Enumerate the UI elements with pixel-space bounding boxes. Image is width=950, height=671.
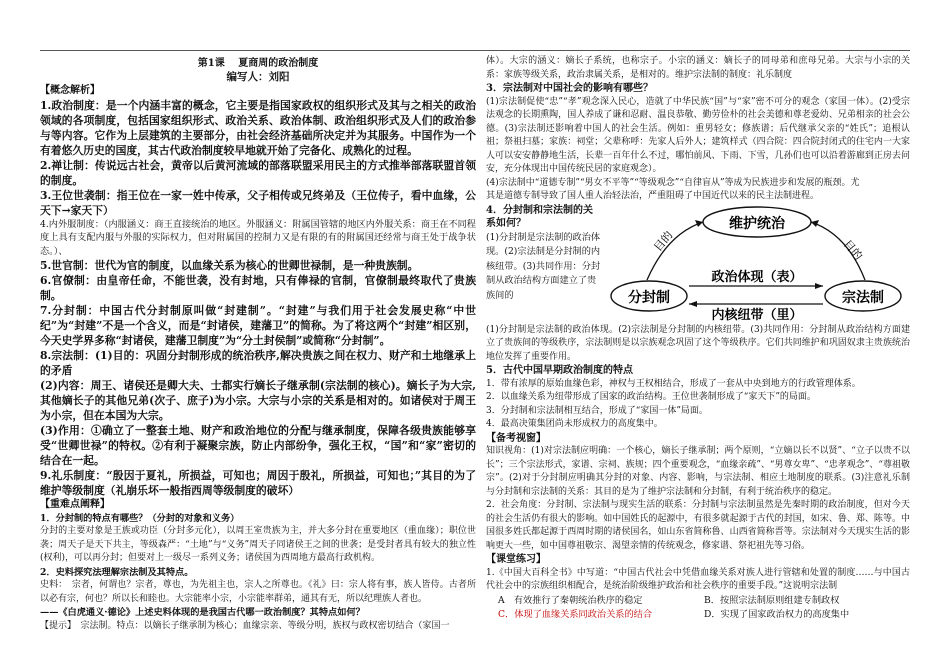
diagram-arrow-right-label: 目的 — [840, 237, 865, 263]
exam-tip-knowledge: 知识视角：(1)对宗法制应明确：一个核心，嫡长子继承制；两个原则，“立嫡以长不以贤”、“立子以贵不以长”；三个宗法形式，家谱、宗祠、族规；四个重要观念，“血缘亲疏”、“男尊女卑”、“忠孝观念”、“尊祖敬宗”。(2)对于分封制应明确其分封的对象、内容、影响，与宗法制、相应土地制度的联系。(3)注意礼乐制与分封制和宗法制的关系：其目的是为了维护宗法制和分封制，有利于统治秩序的稳定。 — [486, 446, 910, 497]
concept-8-effect: (3)作用：①确立了一整套土地、财产和政治地位的分配与继承制度，保障各级贵族能够享受“世卿世禄”的特权。②有利于凝聚宗族，防止内部纷争，强化王权，“国”和“家”密切的结合在一起。 — [40, 424, 476, 467]
concept-8: 8.宗法制：(1)目的：巩固分封制形成的统治秩序,解决贵族之间在权力、财产和土地继承上的矛盾 — [40, 349, 476, 377]
key-source-text: 史料： 宗者，何谓也？宗者，尊也，为先祖主也，宗人之所尊也。《礼》曰：宗人将有事，族人皆侍。古者所以必有宗，何也？所以长和睦也。大宗能率小宗，小宗能率群弟，通其有无，所以纪理族人者也。 — [40, 580, 476, 604]
q4-answer-start: (1)分封制是宗法制的政治体现。(2)宗法制是分封制的内核纽带。(3)共同作用：分封制从政治结构方面建立了贵族间的 — [486, 231, 601, 301]
question-3: 3．宗法制对中国社会的影响有哪些？ — [486, 83, 653, 94]
diagram-left-label: 分封制 — [628, 290, 670, 306]
relation-section — [486, 204, 910, 324]
exam-tips-heading: 【备考视窗】 — [486, 432, 546, 444]
key-points-heading: 【重难点阐释】 — [40, 499, 110, 510]
diagram-bottom-label: 内核纽带（里） — [711, 306, 803, 322]
author-line: 编写人：刘阳 — [226, 71, 290, 83]
concept-6: 6.官僚制：由皇帝任命，不能世袭，没有封地，只有俸禄的官制，官僚制最终取代了贵族制。 — [40, 274, 476, 302]
q3-item-1: (1)宗法制促使“忠”“孝”观念深入民心，造就了中华民族“国”与“家”密不可分的观念（家国一体）。(2)受宗法观念的长期熏陶，国人养成了谦和忍耐、温良恭敬、勤劳俭朴的社会美德和尊老爱幼、兄弟相亲的社会公德。(3)宗法制还影响着中国人的社会生活。例如：重男轻女；修族谱；后代继承父亲的“姓氏”；追根认祖；祭祖扫墓；家族：祠堂；父辈称呼：先家人后外人；建筑样式（四合院：四合院封闭式的住宅内一大家人可以安安静静地生活，长辈一百年什么不过，哪怕前风、下雨、下雪，几孙们也可以沿着游廊到正房去问安，充分体现出中国传统民居的家庭观念）。 — [486, 96, 910, 174]
diagram-bottom-line-arrowhead — [689, 301, 697, 307]
concept-4: 4.内外服制度：（内服涵义：商王直接统治的地区。外服涵义：附属国管辖的地区内外服关系：商王在不同程度上具有支配内服与外服的实际权力，但对附属国的控制力又是有限的有的附属国还经常与商王处于战争状态。）、 — [40, 218, 476, 257]
concept-3: 3.王位世袭制：指王位在一家一姓中传承，父子相传或兄终弟及（王位传子，看中血缘，公天下→家天下） — [40, 188, 476, 217]
q5-item-4: 4．最高决策集团尚未形成权力的高度集中。 — [486, 419, 663, 429]
option-d[interactable]: D．实现了国家政治权力的高度集中 — [704, 608, 850, 620]
exercise-1-stem: 1.《中国大百科全书》中写道：“中国古代社会中凭借血缘关系对族人进行管辖和处置的制度……与中国古代社会中的宗族组织相配合，是统治阶级维护政治和社会秩序的重要手段。”这说明宗法制 — [486, 567, 910, 591]
diagram-left-arrow — [647, 222, 703, 280]
relation-diagram — [607, 204, 907, 324]
key-question-1: 1．分封制的特点有哪些？（分封的对象和义务） — [40, 512, 240, 524]
exercise-heading: 【课堂练习】 — [486, 554, 546, 565]
right-column — [486, 55, 910, 667]
key-source-question: ——《白虎通义·德论》上述史料体现的是我国古代哪一政治制度？其特点如何？ — [40, 607, 365, 618]
q5-item-2: 2．以血缘关系为纽带形成了国家的政治结构。王位世袭制形成了“家天下”的局面。 — [486, 392, 816, 402]
question-4: 4．分封制和宗法制的关系如何？ — [486, 204, 593, 229]
left-column — [40, 55, 476, 667]
diagram-right-label: 宗法制 — [842, 290, 884, 306]
diagram-top-label: 维护统治 — [729, 216, 785, 232]
concept-heading: 【概念解析】 — [40, 85, 100, 96]
concept-2: 2.禅让制：传说远古社会，黄帝以后黄河流域的部落联盟采用民主的方式推举部落联盟首领的制度。 — [40, 158, 476, 187]
q5-item-1: 1．带有浓厚的原始血缘色彩，神权与王权相结合，形成了一套从中央到地方的行政管理体系。 — [486, 378, 861, 389]
q5-item-3: 3．分封制和宗法制相互结合，形成了“家国一体”局面。 — [486, 405, 708, 416]
continued-text: 体）。大宗的涵义：嫡长子系统，也称宗子。小宗的涵义：嫡长子的同母弟和庶母兄弟。大宗与小宗的关系：家族等级关系，政治隶属关系，是相对的。维护宗法制的制度：礼乐制度 — [486, 56, 910, 80]
header-rule — [40, 50, 910, 51]
key-answer-1: 分封的主要对象是王族或功臣（分封多元化），以周王室贵族为主，并大多分封在重要地区（重血缘）；职位世袭；周天子是天下共主，等级森严：“土地”与“义务”周天子同诸侯王之间的世袭；是受封者具有较大的独立性(权利)，可以再分封；但要对上一级尽一系列义务；诸侯国为西周地方最高行政机构。 — [40, 526, 476, 563]
diagram-top-line-arrowhead — [815, 283, 823, 289]
key-question-2: 2．史料探究法理解宗法制及其特点。 — [40, 566, 194, 578]
concept-1: 1.政治制度：是一个内涵丰富的概念，它主要是指国家政权的组织形式及其与之相关的政治领域的各项制度，包括国家组织形式、政治关系、政治体制、政治组织形式及人们的政治参与等内容。它作为上层建筑的主要部分，由社会经济基础所决定并为其服务。中国作为一个有着悠久历史的国度，其古代政治制度较早地就开始了完备化、成熟化的过程。 — [40, 98, 476, 157]
lesson-title: 第1课 夏商周的政治制度 — [197, 58, 319, 69]
hint-text: 【提示】 宗法制。特点：以嫡长子继承制为核心；血缘宗亲、等级分明，族权与政权密切结合（家国一 — [40, 620, 450, 631]
q3-item-3: 其是道德专制导致了国人重人治轻法治，严重阻碍了中国近代以来的民主法制进程。 — [486, 191, 820, 201]
diagram-left-arrowhead — [695, 220, 703, 227]
concept-9: 9.礼乐制度：“殷因于夏礼，所损益，可知也；周因于殷礼，所损益，可知也；”其目的为了维护等级制度（礼崩乐坏一般指西周等级制度的破坏） — [40, 469, 476, 497]
question-5: 5．古代中国早期政治制度的特点 — [486, 365, 633, 376]
concept-8-content: (2)内容：周王、诸侯还是卿大夫、士都实行嫡长子继承制(宗法制的核心)。嫡长子为大宗,其他嫡长子的其他兄弟(次子、庶子)为小宗。大宗与小宗的关系是相对的。如诸侯对于周王为小宗，但在本国为大宗。 — [40, 379, 476, 422]
option-a[interactable]: A 有效推行了秦朝统治秩序的稳定 — [498, 594, 643, 606]
diagram-arrow-left-label: 目的 — [652, 228, 676, 254]
relation-text-block — [486, 204, 601, 304]
concept-5: 5.世官制：世代为官的制度，以血缘关系为核心的世卿世禄制，是一种贵族制。 — [40, 259, 419, 272]
concept-7: 7.分封制：中国古代分封制原叫做“封建制”。“封建”与我们用于社会发展史称“中世纪”为“封建”不是一个含义，而是“封诸侯，建藩卫”的简称。为了将这两个“封建”相区别，今天史学界多称“封诸侯，建藩卫制度”为“分土封侯制”或简称“分封制”。 — [40, 304, 476, 347]
option-c-answer[interactable]: C．体现了血缘关系同政治关系的结合 — [498, 608, 653, 620]
q3-item-2: (4)宗法制中“道德专制”“男女不平等”“等级观念”“自律盲从”等成为民族进步和发展的瓶颈。尤 — [486, 177, 860, 188]
diagram-right-arrowhead — [811, 220, 819, 227]
q4-answer: (1)分封制是宗法制的政治体现。(2)宗法制是分封制的内核纽带。(3)共同作用：分封制从政治结构方面建立了贵族间的等级秩序，宗法制则是以宗族观念巩固了这个等级秩序。它们共同维护和巩固奴隶主贵族统治地位发挥了重要作用。 — [486, 324, 910, 362]
option-b[interactable]: B．按照宗法制原则组建专制政权 — [704, 594, 840, 606]
exercise-1-options-row-2 — [498, 608, 910, 622]
exam-tip-social: 2．社会角度：分封制、宗法制与现实生活的联系：分封制与宗法制虽然是先秦时期的政治制度，但对今天的社会生活仍有很大的影响。如中国姓氏的起源中，有很多就起源于古代的封国，如宋、鲁、郑、陈等。中国很多姓氏都起源于西周时期的诸侯国名，如山东省简称鲁、山西省简称晋等。宗法制对今天现实生活的影响更大一些，如中国尊祖敬宗、渴望亲情的传统观念，修家谱、祭祀祖先等习俗。 — [486, 500, 910, 551]
exercise-1-options-row-1 — [498, 594, 910, 608]
diagram-center-label: 政治体现（表） — [711, 268, 803, 284]
